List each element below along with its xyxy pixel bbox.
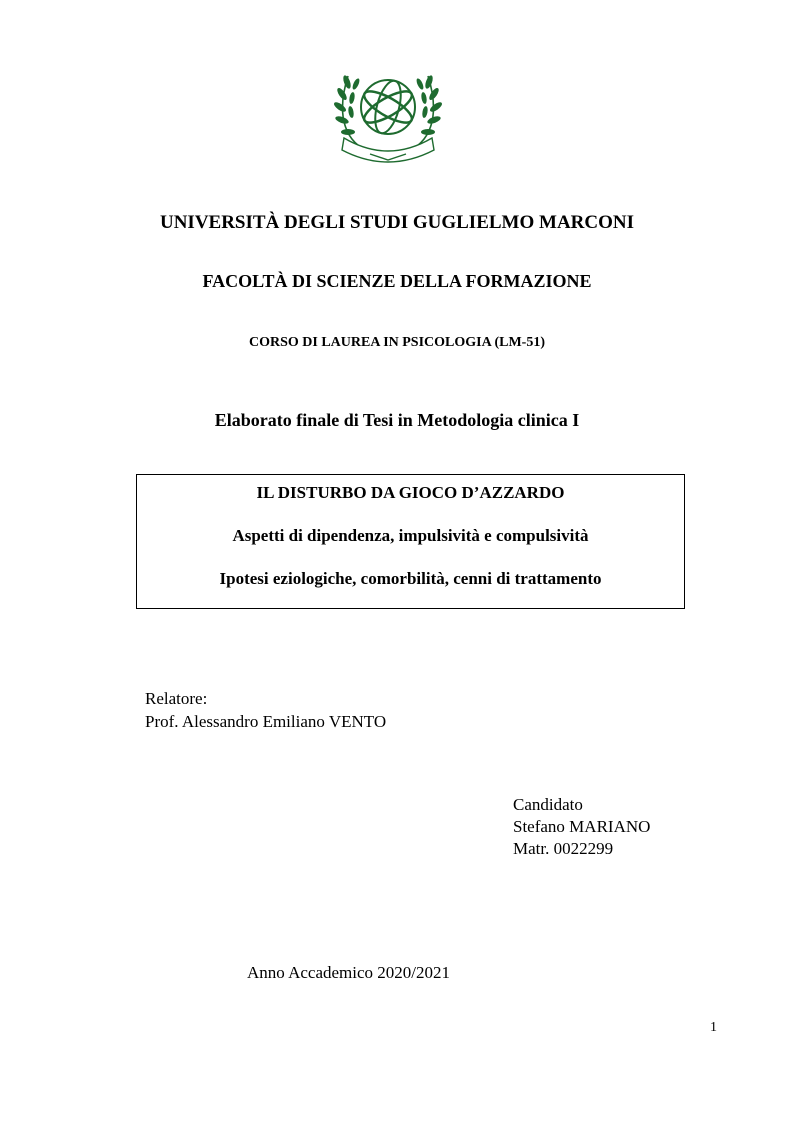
candidate-name: Stefano MARIANO: [513, 817, 651, 836]
university-seal-icon: [330, 62, 446, 168]
supervisor-label: Relatore:: [145, 689, 208, 708]
course-name: CORSO DI LAUREA IN PSICOLOGIA (LM-51): [249, 335, 545, 350]
thesis-title: IL DISTURBO DA GIOCO D’AZZARDO: [256, 483, 565, 502]
academic-year: Anno Accademico 2020/2021: [247, 963, 451, 982]
faculty-name: FACOLTÀ DI SCIENZE DELLA FORMAZIONE: [202, 271, 592, 291]
candidate-block: [513, 794, 650, 860]
university-name: UNIVERSITÀ DEGLI STUDI GUGLIELMO MARCONI: [159, 212, 635, 233]
supervisor-name: Prof. Alessandro Emiliano VENTO: [145, 712, 387, 731]
supervisor-block: [145, 687, 386, 733]
thesis-subtitle-2: Ipotesi eziologiche, comorbilità, cenni di trattamento: [219, 569, 602, 588]
candidate-label: Candidato: [513, 795, 583, 814]
page-number: 1: [710, 1020, 717, 1035]
thesis-type: Elaborato finale di Tesi in Metodologia clinica I: [214, 410, 580, 430]
title-box: [136, 474, 685, 609]
thesis-subtitle-1: Aspetti di dipendenza, impulsività e compulsività: [232, 526, 589, 545]
candidate-matriculation: Matr. 0022299: [513, 839, 614, 858]
